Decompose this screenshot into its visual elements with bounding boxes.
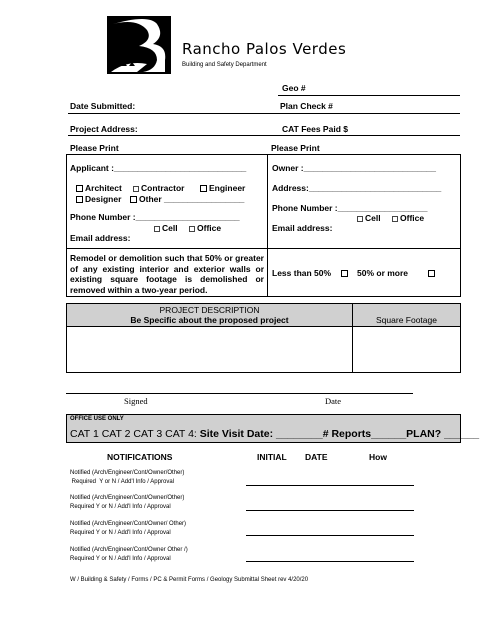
owner-email-label: Email address: bbox=[272, 223, 333, 233]
notification-row: Notified (Arch/Engineer/Cont/Owner/Other) Required Y or N / Add'l Info / Approval bbox=[70, 470, 185, 485]
box-divider bbox=[267, 154, 268, 297]
applicant-cell-option[interactable]: Cell bbox=[154, 223, 178, 233]
option-designer[interactable]: Designer bbox=[76, 194, 121, 204]
owner-address-field[interactable]: Address:____________________________ bbox=[272, 183, 442, 193]
applicant-office-option[interactable]: Office bbox=[189, 223, 221, 233]
notification-line[interactable] bbox=[246, 485, 414, 486]
dept-name: Building and Safety Department bbox=[182, 62, 267, 68]
applicant-email-label: Email address: bbox=[70, 233, 131, 243]
notification-line[interactable] bbox=[246, 510, 414, 511]
project-description-title: PROJECT DESCRIPTION bbox=[159, 305, 260, 315]
geo-label: Geo # bbox=[282, 83, 306, 93]
office-use-label: OFFICE USE ONLY bbox=[70, 416, 124, 422]
applicant-office-checkbox[interactable] bbox=[189, 226, 195, 232]
owner-cell-checkbox[interactable] bbox=[357, 216, 363, 222]
please-print-left: Please Print bbox=[70, 143, 119, 153]
less-than-50-option[interactable]: Less than 50% bbox=[272, 268, 350, 278]
project-description-field[interactable] bbox=[68, 328, 351, 372]
date-label: Date bbox=[325, 396, 342, 406]
cat-fees-label: CAT Fees Paid $ bbox=[282, 124, 348, 134]
signature-line[interactable] bbox=[66, 393, 413, 394]
less-than-50-checkbox[interactable] bbox=[341, 270, 348, 277]
applicant-cell-checkbox[interactable] bbox=[154, 226, 160, 232]
option-other[interactable]: Other _________________ bbox=[130, 194, 244, 204]
plan-check-label: Plan Check # bbox=[280, 101, 333, 111]
square-footage-label: Square Footage bbox=[376, 315, 437, 325]
project-address-line[interactable] bbox=[68, 135, 460, 136]
designer-checkbox[interactable] bbox=[76, 196, 83, 203]
notification-row: Notified (Arch/Engineer/Cont/Owner Other /) Required Y or N / Add'l Info / Approval bbox=[70, 547, 188, 562]
notification-line[interactable] bbox=[246, 535, 414, 536]
site-visit-fields[interactable]: Site Visit Date: ________# Reports______PLAN? ______ bbox=[199, 428, 480, 440]
how-header: How bbox=[369, 452, 387, 462]
box-mid-line bbox=[66, 248, 461, 249]
initial-header: INITIAL bbox=[257, 452, 287, 462]
contractor-checkbox[interactable] bbox=[133, 186, 139, 192]
notifications-title: NOTIFICATIONS bbox=[107, 452, 173, 462]
project-address-label: Project Address: bbox=[70, 124, 138, 134]
date-submitted-line[interactable] bbox=[68, 113, 460, 114]
owner-office-option[interactable]: Office bbox=[392, 213, 424, 223]
sqft-divider bbox=[352, 303, 353, 373]
remodel-text: Remodel or demolition such that 50% or greater of any existing interior and exterior walls or existing square footage is demolished or removed within a two-year period. bbox=[70, 253, 264, 295]
square-footage-field[interactable] bbox=[354, 328, 459, 372]
engineer-checkbox[interactable] bbox=[200, 185, 207, 192]
cat-options: CAT 1 CAT 2 CAT 3 CAT 4: bbox=[70, 428, 197, 440]
applicant-phone-field[interactable]: Phone Number :______________________ bbox=[70, 212, 240, 222]
date-header: DATE bbox=[305, 452, 328, 462]
notification-line[interactable] bbox=[246, 561, 414, 562]
option-architect[interactable]: Architect bbox=[76, 183, 122, 193]
notification-row: Notified (Arch/Engineer/Cont/Owner/ Other) Required Y or N / Add'l Info / Approval bbox=[70, 521, 187, 536]
geo-line[interactable] bbox=[278, 95, 460, 96]
other-checkbox[interactable] bbox=[130, 196, 137, 203]
applicant-field[interactable]: Applicant :____________________________ bbox=[70, 163, 247, 173]
owner-cell-option[interactable]: Cell bbox=[357, 213, 381, 223]
notification-row: Notified (Arch/Engineer/Cont/Owner/Other) Required Y or N / Add'l Info / Approval bbox=[70, 495, 185, 510]
option-contractor[interactable]: Contractor bbox=[133, 183, 184, 193]
option-engineer[interactable]: Engineer bbox=[200, 183, 245, 193]
architect-checkbox[interactable] bbox=[76, 185, 83, 192]
please-print-right: Please Print bbox=[271, 143, 320, 153]
city-logo bbox=[107, 16, 171, 74]
footer-path: W / Building & Safety / Forms / PC & Permit Forms / Geology Submittal Sheet rev 4/20/20 bbox=[70, 577, 309, 583]
date-submitted-label: Date Submitted: bbox=[70, 101, 136, 111]
owner-phone-field[interactable]: Phone Number :___________________ bbox=[272, 203, 428, 213]
signed-label: Signed bbox=[124, 396, 148, 406]
org-name: Rancho Palos Verdes bbox=[182, 40, 347, 58]
project-description-subtitle: Be Specific about the proposed project bbox=[130, 315, 289, 325]
office-use-line bbox=[70, 428, 479, 440]
owner-office-checkbox[interactable] bbox=[392, 216, 398, 222]
owner-field[interactable]: Owner :____________________________ bbox=[272, 163, 437, 173]
50-or-more-checkbox[interactable] bbox=[428, 270, 435, 277]
50-or-more-option[interactable]: 50% or more bbox=[357, 268, 437, 278]
